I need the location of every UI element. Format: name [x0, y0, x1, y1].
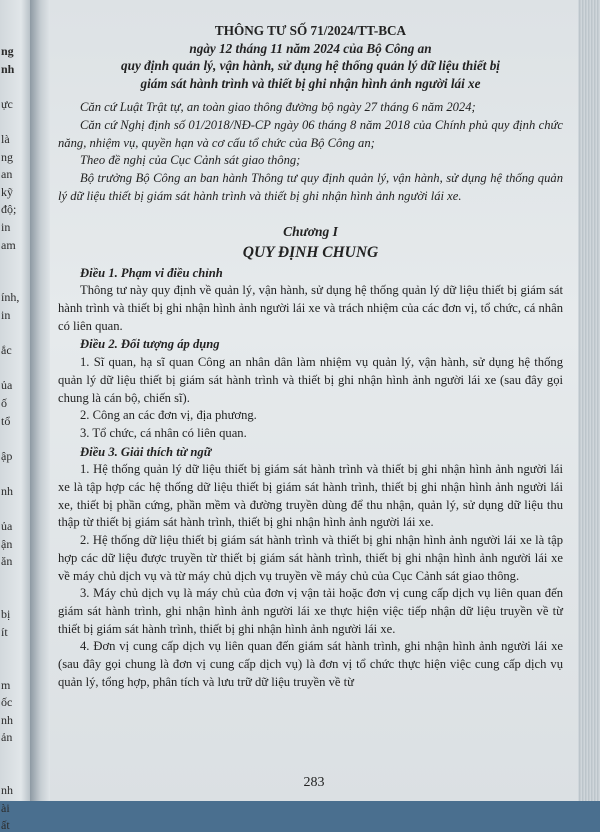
chapter-name: QUY ĐỊNH CHUNG [242, 243, 379, 261]
book-gutter [30, 0, 50, 801]
title-line-4: giám sát hành trình và thiết bị ghi nhận hình ảnh người lái xe [140, 75, 481, 91]
page-number: 283 [303, 775, 325, 790]
article-paragraph: 1. Hệ thống quản lý dữ liệu thiết bị giám sát hành trình và thiết bị ghi nhận hình ảnh người lái xe là tập hợp các hệ thống dữ liệu thiết bị giám sát hành trình, thiết bị ghi nhận hình ảnh người lái xe, thiết bị phần cứng, phần mềm và đường truyền dùng để thu nhận, quản lý, sử dụng dữ liệu thu thập từ thiết bị giám sát hành trình, thiết bị ghi nhận hình ảnh người lái xe. [58, 462, 563, 530]
left-page-fragment: ủa [1, 519, 13, 534]
article-paragraph: 2. Hệ thống dữ liệu thiết bị giám sát hành trình và thiết bị ghi nhận hình ảnh người lái xe là tập hợp các dữ liệu được truyền từ thiết bị giám sát hành trình, thiết bị ghi nhận hình ảnh người lái xe về máy chủ dịch vụ và từ máy chủ dịch vụ truyền về máy chủ của Cục Cảnh sát giao thông. [58, 533, 563, 583]
left-page-fragment: ực [1, 96, 13, 111]
document-title [58, 22, 563, 92]
article-paragraph: Thông tư này quy định về quản lý, vận hành, sử dụng hệ thống quản lý dữ liệu thiết bị giám sát hành trình và thiết bị ghi nhận hình ảnh người lái xe và trách nhiệm của các đơn vị, tổ chức, cá nhân có liên quan. [58, 283, 563, 333]
left-page-fragment: ng [1, 149, 13, 164]
article-paragraph: 4. Đơn vị cung cấp dịch vụ liên quan đến giám sát hành trình, ghi nhận hình ảnh người lái xe (sau đây gọi chung là đơn vị cung cấp dịch vụ) là đơn vị tổ chức thực hiện việc cung cấp dịch vụ quản lý, tổng hợp, phân tích và lưu trữ dữ liệu truyền về từ [58, 639, 563, 689]
title-line-1: THÔNG TƯ SỐ 71/2024/TT-BCA [214, 23, 407, 38]
article-paragraph: 1. Sĩ quan, hạ sĩ quan Công an nhân dân làm nhiệm vụ quản lý, vận hành, sử dụng hệ thống quản lý dữ liệu thiết bị giám sát hành trình và thiết bị ghi nhận hình ảnh người lái xe (sau đây gọi chung là cán bộ, chiến sĩ). [58, 355, 563, 405]
left-page-fragment: nh [1, 484, 13, 498]
article-paragraph: 3. Máy chủ dịch vụ là máy chủ của đơn vị vận tải hoặc đơn vị cung cấp dịch vụ liên quan đến giám sát hành trình, ghi nhận hình ảnh người lái xe thực hiện việc tiếp nhận dữ liệu truyền về từ thiết bị giám sát hành trình, thiết bị ghi nhận hình ảnh người lái xe. [58, 586, 563, 636]
left-page-fragment: tổ [1, 413, 11, 428]
article-paragraph: 2. Công an các đơn vị, địa phương. [80, 408, 257, 423]
article-paragraph: 3. Tổ chức, cá nhân có liên quan. [80, 425, 247, 440]
left-page-fragment: ất [1, 818, 10, 832]
left-page-fragment: ăn [1, 554, 13, 569]
left-page-fragment: in [1, 220, 11, 234]
preamble [58, 99, 563, 205]
left-page-fragment: ít [1, 624, 8, 639]
title-line-3: quy định quản lý, vận hành, sử dụng hệ thống quản lý dữ liệu thiết bị [121, 58, 500, 74]
preamble-paragraph: Căn cứ Nghị định số 01/2018/NĐ-CP ngày 06 tháng 8 năm 2018 của Chính phủ quy định chức năng, nhiệm vụ, quyền hạn và cơ cấu tổ chức của Bộ Công an; [58, 118, 563, 150]
left-page-fragment: in [1, 308, 11, 322]
left-page-fragment: ài [1, 800, 10, 815]
left-page-edge [0, 0, 30, 832]
left-page-fragment: ắc [1, 343, 12, 358]
left-page-fragment: ính, [1, 290, 20, 305]
right-page [50, 0, 578, 801]
article-heading: Điều 1. Phạm vi điều chỉnh [80, 265, 223, 280]
left-page-fragment: nh [1, 61, 15, 76]
articles [58, 265, 563, 692]
left-page-fragment: độ; [1, 202, 17, 217]
chapter-label: Chương I [283, 223, 338, 239]
article-heading: Điều 3. Giải thích từ ngữ [80, 444, 212, 459]
page-stack-edge [578, 0, 600, 801]
preamble-paragraph: Căn cứ Luật Trật tự, an toàn giao thông đường bộ ngày 27 tháng 6 năm 2024; [80, 100, 476, 115]
left-page-fragment: nh [1, 712, 13, 727]
title-line-2: ngày 12 tháng 11 năm 2024 của Bộ Công an [189, 40, 432, 56]
article-heading: Điều 2. Đối tượng áp dụng [80, 337, 220, 352]
left-page-fragment: m [1, 677, 11, 692]
left-page-fragment: kỹ [1, 184, 13, 199]
left-page-fragment: an [1, 167, 13, 182]
page-content [58, 22, 563, 691]
left-page-fragment: ố [1, 396, 7, 410]
left-page-fragment: ập [1, 448, 13, 463]
left-page-fragment: bị [1, 607, 11, 622]
preamble-paragraph: Bộ trưởng Bộ Công an ban hành Thông tư quy định quản lý, vận hành, sử dụng hệ thống quản lý dữ liệu thiết bị giám sát hành trình và thiết bị ghi nhận hình ảnh người lái xe. [58, 171, 563, 203]
left-page-fragment: ốc [1, 695, 13, 710]
left-page-fragment: ng [1, 44, 14, 58]
left-page-fragment: am [1, 237, 16, 252]
left-page-fragment: ận [1, 536, 13, 551]
left-page-fragment: là [1, 132, 10, 146]
left-page-fragment: ản [1, 730, 13, 745]
preamble-paragraph: Theo đề nghị của Cục Cảnh sát giao thông; [80, 153, 301, 168]
left-page-fragment: nh [1, 783, 13, 798]
left-page-fragment: ủa [1, 378, 13, 393]
